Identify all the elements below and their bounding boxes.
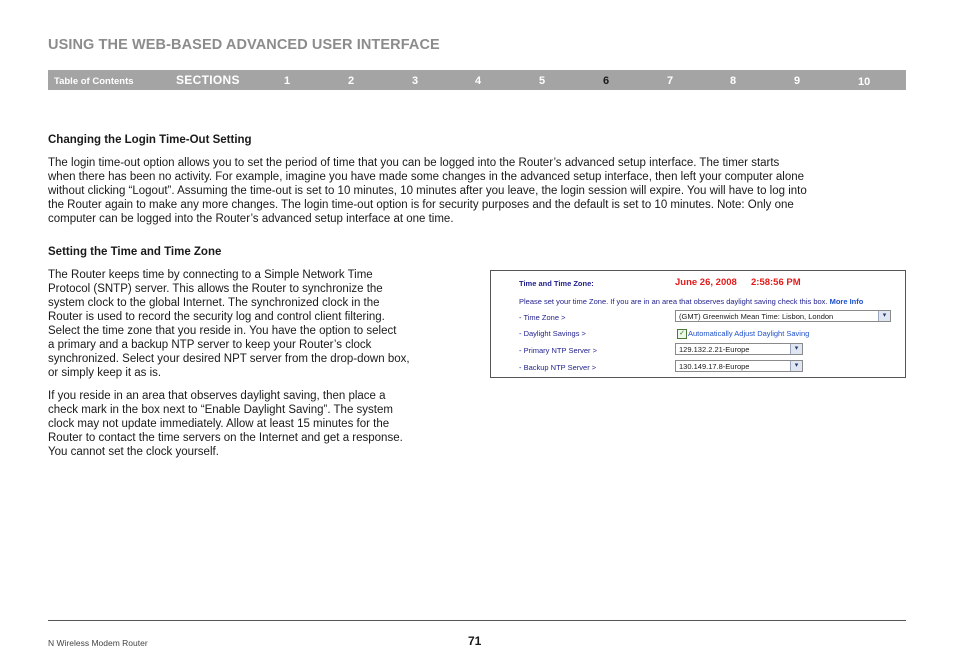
section-link-1[interactable]: 1	[284, 75, 291, 87]
footer-product-name: N Wireless Modem Router	[48, 638, 148, 648]
backup-ntp-value: 130.149.17.8-Europe	[679, 362, 750, 371]
text-line: system clock to the global Internet. The synchronized clock in the	[48, 297, 380, 309]
daylight-saving-checkbox[interactable]: ✓	[677, 329, 687, 339]
section-link-2[interactable]: 2	[348, 75, 355, 87]
daylight-savings-label: - Daylight Savings >	[519, 329, 586, 338]
text-line: without clicking “Logout”. Assuming the time-out is set to 10 minutes, 10 minutes after you leave, the login session will expire. You will have to log into	[48, 185, 807, 197]
text-line: computer can be logged into the Router’s advanced setup interface at one time.	[48, 213, 454, 225]
section-link-10[interactable]: 10	[858, 76, 871, 88]
time-zone-instructions	[519, 297, 863, 306]
chevron-down-icon: ▾	[878, 311, 890, 321]
login-timeout-paragraph	[48, 156, 906, 226]
chevron-down-icon: ▾	[790, 344, 802, 354]
chevron-down-icon: ▾	[790, 361, 802, 371]
text-line: If you reside in an area that observes daylight saving, then place a	[48, 390, 386, 402]
backup-ntp-label: - Backup NTP Server >	[519, 363, 597, 372]
text-line: the Router again to make any more changes. The login time-out option is for security purposes and the default is set to 10 minutes. Note: Only one	[48, 199, 794, 211]
text-line: Protocol (SNTP) server. This allows the Router to synchronize the	[48, 283, 383, 295]
more-info-link[interactable]: More Info	[829, 297, 864, 306]
text-line: Router is used to record the security log and control client filtering.	[48, 311, 385, 323]
time-zone-select[interactable]	[675, 310, 891, 322]
section-link-9[interactable]: 9	[794, 75, 801, 87]
time-zone-paragraph-2	[48, 389, 473, 459]
primary-ntp-select[interactable]	[675, 343, 803, 355]
table-of-contents-link[interactable]: Table of Contents	[54, 76, 134, 87]
section-link-3[interactable]: 3	[412, 75, 419, 87]
time-zone-value: (GMT) Greenwich Mean Time: Lisbon, London	[679, 312, 834, 321]
time-zone-title: Time and Time Zone:	[519, 279, 594, 288]
text-line: Router to contact the time servers on the Internet and get a response.	[48, 432, 403, 444]
current-date: June 26, 2008	[675, 277, 737, 288]
text-line: check mark in the box next to “Enable Daylight Saving”. The system	[48, 404, 393, 416]
sections-label: SECTIONS	[176, 73, 240, 87]
time-zone-settings-screenshot	[490, 270, 906, 378]
section-nav-bar	[48, 70, 906, 90]
section-link-5[interactable]: 5	[539, 75, 546, 87]
page-number: 71	[468, 634, 482, 648]
instructions-text: Please set your time Zone. If you are in an area that observes daylight saving check this box.	[519, 297, 828, 306]
text-line: The login time-out option allows you to set the period of time that you can be logged into the Router’s advanced setup interface. The timer starts	[48, 157, 780, 169]
daylight-saving-checkbox-label: Automatically Adjust Daylight Saving	[688, 329, 810, 338]
current-time: 2:58:56 PM	[751, 277, 801, 288]
login-timeout-heading: Changing the Login Time-Out Setting	[48, 134, 252, 146]
page-header-title: USING THE WEB-BASED ADVANCED USER INTERFACE	[48, 37, 440, 53]
text-line: Select the time zone that you reside in. You have the option to select	[48, 325, 397, 337]
primary-ntp-label: - Primary NTP Server >	[519, 346, 597, 355]
time-zone-paragraph-1	[48, 268, 473, 380]
section-link-7[interactable]: 7	[667, 75, 674, 87]
text-line: a primary and a backup NTP server to keep your Router’s clock	[48, 339, 372, 351]
text-line: or simply keep it as is.	[48, 367, 162, 379]
footer-divider	[48, 620, 906, 621]
primary-ntp-value: 129.132.2.21-Europe	[679, 345, 750, 354]
text-line: You cannot set the clock yourself.	[48, 446, 219, 458]
time-zone-label: - Time Zone >	[519, 313, 566, 322]
time-zone-heading: Setting the Time and Time Zone	[48, 246, 222, 258]
backup-ntp-select[interactable]	[675, 360, 803, 372]
text-line: The Router keeps time by connecting to a Simple Network Time	[48, 269, 373, 281]
section-link-8[interactable]: 8	[730, 75, 737, 87]
text-line: clock may not update immediately. Allow at least 15 minutes for the	[48, 418, 390, 430]
text-line: when there has been no activity. For example, imagine you have made some changes in the advanced setup interface, then left your computer alone	[48, 171, 805, 183]
section-link-4[interactable]: 4	[475, 75, 482, 87]
section-link-6[interactable]: 6	[603, 75, 610, 87]
text-line: synchronized. Select your desired NPT server from the drop-down box,	[48, 353, 410, 365]
